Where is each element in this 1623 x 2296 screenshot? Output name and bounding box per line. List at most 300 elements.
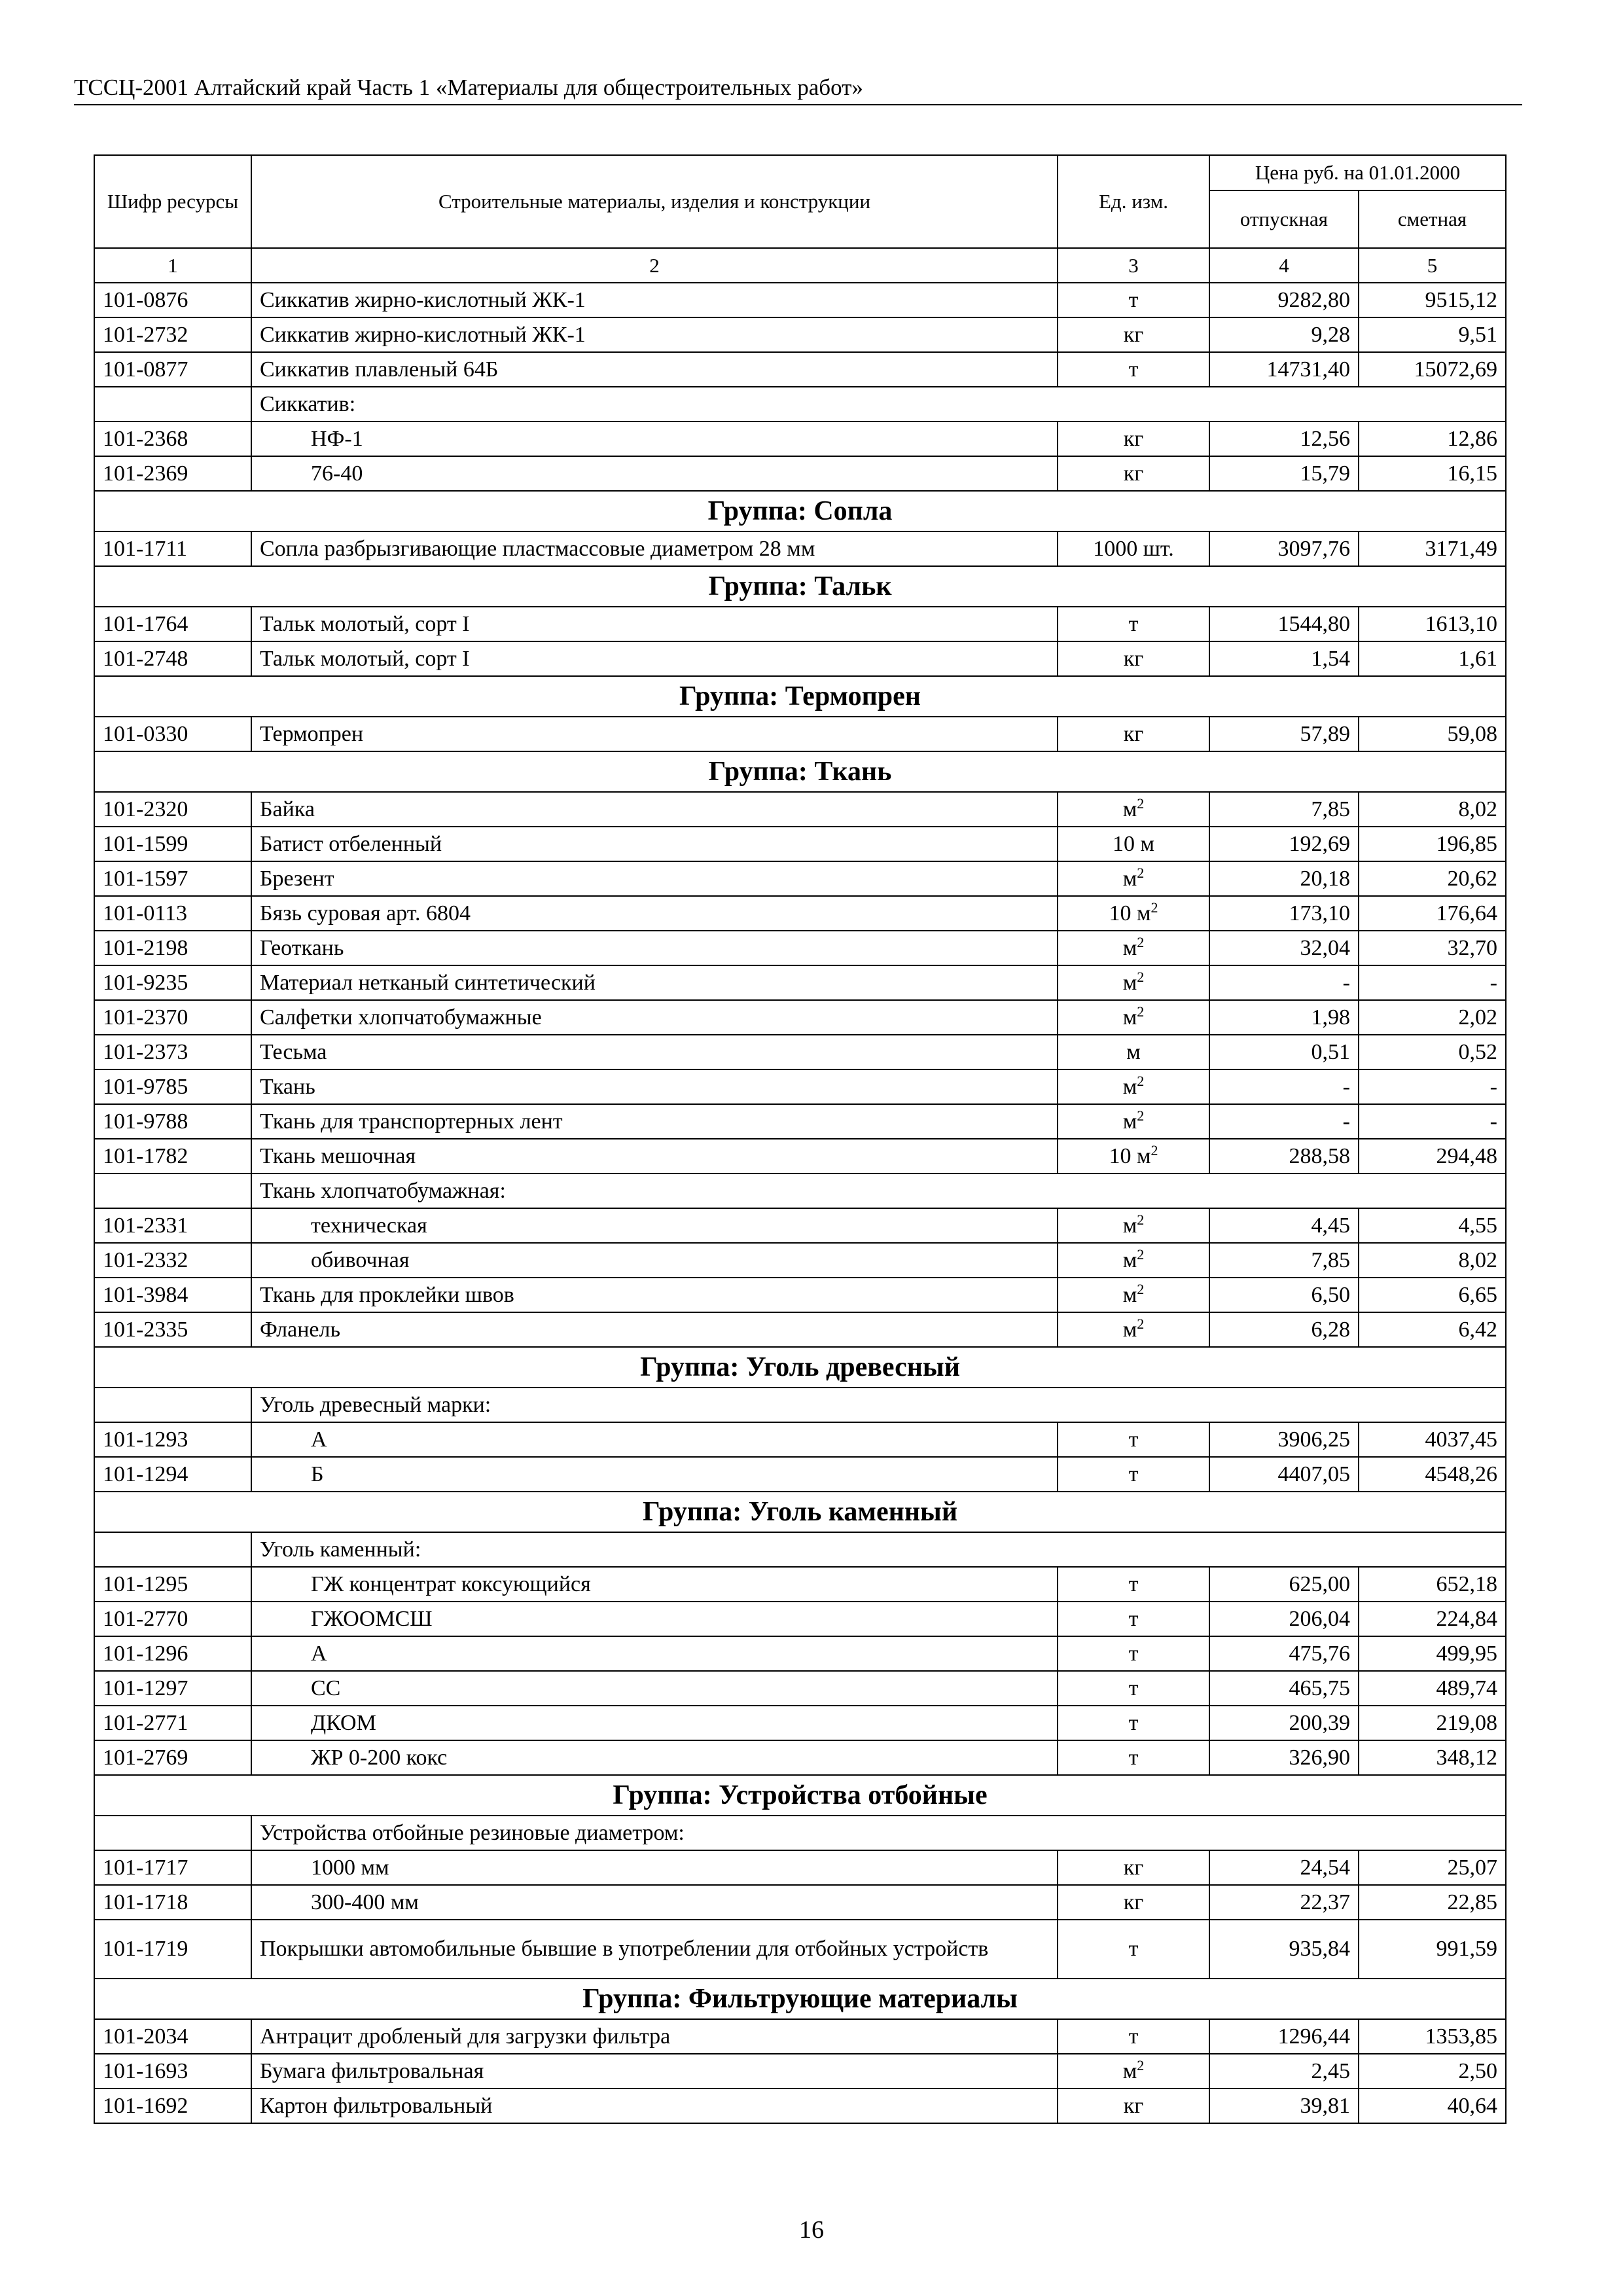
release-price: - (1209, 965, 1359, 1000)
estimate-price: 4548,26 (1359, 1457, 1506, 1492)
resource-code: 101-2332 (94, 1243, 251, 1278)
table-row (94, 931, 1506, 965)
unit-text: м (1122, 2058, 1137, 2083)
subheader-row (94, 1174, 1506, 1208)
material-name: Тальк молотый, сорт I (251, 607, 1058, 641)
material-name: Фланель (251, 1312, 1058, 1347)
release-price: 192,69 (1209, 827, 1359, 861)
unit-cell (1058, 607, 1209, 641)
unit-exponent: 2 (1137, 1107, 1145, 1124)
material-name: ГЖ концентрат коксующийся (251, 1567, 1058, 1602)
estimate-price: - (1359, 965, 1506, 1000)
release-price: 6,50 (1209, 1278, 1359, 1312)
unit-exponent: 2 (1150, 899, 1158, 916)
estimate-price: 224,84 (1359, 1602, 1506, 1636)
material-name: обивочная (251, 1243, 1058, 1278)
group-title: Группа: Ткань (94, 751, 1506, 792)
table-row (94, 641, 1506, 676)
material-name: техническая (251, 1208, 1058, 1243)
estimate-price: 4037,45 (1359, 1422, 1506, 1457)
subheader-row (94, 1532, 1506, 1567)
unit-text: т (1128, 1937, 1139, 1961)
release-price: 7,85 (1209, 1243, 1359, 1278)
unit-cell (1058, 792, 1209, 827)
table-row (94, 1636, 1506, 1671)
resource-code: 101-1293 (94, 1422, 251, 1457)
unit-text: 10 м (1109, 1143, 1151, 1168)
unit-cell (1058, 1457, 1209, 1492)
group-title: Группа: Уголь древесный (94, 1347, 1506, 1388)
unit-exponent: 2 (1137, 1280, 1145, 1297)
unit-text: м (1122, 1282, 1137, 1307)
estimate-price: 9,51 (1359, 317, 1506, 352)
unit-cell (1058, 352, 1209, 387)
col-unit-header: Ед. изм. (1058, 155, 1209, 248)
release-price: 2,45 (1209, 2054, 1359, 2089)
header-row (94, 155, 1506, 190)
release-price: - (1209, 1069, 1359, 1104)
unit-cell (1058, 283, 1209, 317)
material-name: Покрышки автомобильные бывшие в употреблении для отбойных устройств (251, 1920, 1058, 1979)
table-row (94, 1069, 1506, 1104)
resource-code: 101-0330 (94, 717, 251, 751)
unit-exponent: 2 (1137, 1003, 1145, 1020)
release-price: 4407,05 (1209, 1457, 1359, 1492)
material-name: СС (251, 1671, 1058, 1706)
unit-text: м (1122, 1005, 1137, 1030)
table-row (94, 1920, 1506, 1979)
estimate-price: 2,02 (1359, 1000, 1506, 1035)
material-name: А (251, 1636, 1058, 1671)
table-row (94, 1035, 1506, 1069)
subheader-text: Уголь древесный марки: (251, 1388, 1506, 1422)
resource-code: 101-1692 (94, 2089, 251, 2123)
unit-exponent: 2 (1137, 1315, 1145, 1332)
resource-code: 101-2034 (94, 2019, 251, 2054)
unit-cell (1058, 1920, 1209, 1979)
group-header-row (94, 566, 1506, 607)
estimate-price: 8,02 (1359, 1243, 1506, 1278)
group-header-row (94, 676, 1506, 717)
unit-cell (1058, 2089, 1209, 2123)
unit-text: 10 м (1109, 901, 1151, 925)
estimate-price: 9515,12 (1359, 283, 1506, 317)
unit-exponent: 2 (1137, 1211, 1145, 1228)
unit-text: м (1122, 1074, 1137, 1099)
resource-code: 101-2368 (94, 422, 251, 456)
table-body (94, 155, 1506, 2123)
estimate-price: 40,64 (1359, 2089, 1506, 2123)
unit-cell (1058, 1139, 1209, 1174)
subheader-text: Уголь каменный: (251, 1532, 1506, 1567)
estimate-price: 6,65 (1359, 1278, 1506, 1312)
table-row (94, 317, 1506, 352)
unit-exponent: 2 (1137, 2056, 1145, 2073)
table-row (94, 2054, 1506, 2089)
unit-text: т (1128, 357, 1139, 382)
unit-text: м (1122, 1109, 1137, 1134)
unit-cell (1058, 1671, 1209, 1706)
resource-code: 101-1294 (94, 1457, 251, 1492)
table-row (94, 1706, 1506, 1740)
col-price-header: Цена руб. на 01.01.2000 (1209, 155, 1506, 190)
unit-cell (1058, 1850, 1209, 1885)
resource-code: 101-2369 (94, 456, 251, 491)
resource-code: 101-1693 (94, 2054, 251, 2089)
unit-cell (1058, 422, 1209, 456)
subheader-row (94, 1816, 1506, 1850)
material-name: Ткань для транспортерных лент (251, 1104, 1058, 1139)
release-price: 0,51 (1209, 1035, 1359, 1069)
unit-cell (1058, 1636, 1209, 1671)
unit-text: кг (1123, 646, 1144, 671)
unit-text: кг (1123, 461, 1144, 486)
unit-text: кг (1123, 721, 1144, 746)
table-row (94, 456, 1506, 491)
resource-code: 101-9788 (94, 1104, 251, 1139)
empty-code-cell (94, 1388, 251, 1422)
unit-exponent: 2 (1137, 933, 1145, 950)
resource-code: 101-1711 (94, 531, 251, 566)
release-price: 9282,80 (1209, 283, 1359, 317)
material-name: ГЖООМСШ (251, 1602, 1058, 1636)
col-number-3: 3 (1058, 248, 1209, 283)
unit-text: т (1128, 1462, 1139, 1486)
release-price: 9,28 (1209, 317, 1359, 352)
estimate-price: 196,85 (1359, 827, 1506, 861)
table-row (94, 422, 1506, 456)
table-row (94, 283, 1506, 317)
empty-code-cell (94, 1174, 251, 1208)
table-row (94, 2019, 1506, 2054)
material-name: 76-40 (251, 456, 1058, 491)
release-price: 288,58 (1209, 1139, 1359, 1174)
estimate-price: 348,12 (1359, 1740, 1506, 1775)
release-price: 200,39 (1209, 1706, 1359, 1740)
unit-cell (1058, 827, 1209, 861)
material-name: Тесьма (251, 1035, 1058, 1069)
release-price: 1296,44 (1209, 2019, 1359, 2054)
unit-text: т (1128, 611, 1139, 636)
page-header: ТССЦ-2001 Алтайский край Часть 1 «Материалы для общестроительных работ» (74, 73, 1522, 105)
release-price: 7,85 (1209, 792, 1359, 827)
resource-code: 101-2769 (94, 1740, 251, 1775)
table-row (94, 1208, 1506, 1243)
unit-cell (1058, 1035, 1209, 1069)
col-release-header: отпускная (1209, 190, 1359, 248)
unit-cell (1058, 896, 1209, 931)
unit-text: 1000 шт. (1093, 536, 1174, 561)
material-name: А (251, 1422, 1058, 1457)
material-name: Байка (251, 792, 1058, 827)
empty-code-cell (94, 1816, 251, 1850)
resource-code: 101-1297 (94, 1671, 251, 1706)
material-name: Сопла разбрызгивающие пластмассовые диаметром 28 мм (251, 531, 1058, 566)
material-name: Сиккатив жирно-кислотный ЖК-1 (251, 283, 1058, 317)
unit-cell (1058, 641, 1209, 676)
resource-code: 101-1597 (94, 861, 251, 896)
release-price: 173,10 (1209, 896, 1359, 931)
group-title: Группа: Сопла (94, 491, 1506, 531)
release-price: 39,81 (1209, 2089, 1359, 2123)
estimate-price: 6,42 (1359, 1312, 1506, 1347)
col-number-4: 4 (1209, 248, 1359, 283)
unit-text: м (1122, 797, 1137, 821)
group-title: Группа: Уголь каменный (94, 1492, 1506, 1532)
unit-text: м (1122, 1213, 1137, 1238)
unit-cell (1058, 1567, 1209, 1602)
subheader-text: Устройства отбойные резиновые диаметром: (251, 1816, 1506, 1850)
release-price: 206,04 (1209, 1602, 1359, 1636)
material-name: Ткань для проклейки швов (251, 1278, 1058, 1312)
estimate-price: 294,48 (1359, 1139, 1506, 1174)
unit-text: м (1122, 935, 1137, 960)
resource-code: 101-1599 (94, 827, 251, 861)
material-name: Б (251, 1457, 1058, 1492)
release-price: 475,76 (1209, 1636, 1359, 1671)
table-row (94, 827, 1506, 861)
table-row (94, 2089, 1506, 2123)
resource-code: 101-2331 (94, 1208, 251, 1243)
resource-code: 101-1717 (94, 1850, 251, 1885)
release-price: 3097,76 (1209, 531, 1359, 566)
unit-text: т (1128, 1710, 1139, 1735)
table-row (94, 1243, 1506, 1278)
resource-code: 101-2770 (94, 1602, 251, 1636)
material-name: ЖР 0-200 кокс (251, 1740, 1058, 1775)
resource-code: 101-1782 (94, 1139, 251, 1174)
group-header-row (94, 1979, 1506, 2019)
resource-code: 101-0877 (94, 352, 251, 387)
unit-text: кг (1123, 1855, 1144, 1880)
unit-cell (1058, 1278, 1209, 1312)
unit-cell (1058, 1740, 1209, 1775)
table-row (94, 1885, 1506, 1920)
unit-cell (1058, 1706, 1209, 1740)
unit-exponent: 2 (1137, 1246, 1145, 1263)
unit-cell (1058, 861, 1209, 896)
unit-cell (1058, 717, 1209, 751)
unit-cell (1058, 1312, 1209, 1347)
unit-cell (1058, 1104, 1209, 1139)
release-price: 625,00 (1209, 1567, 1359, 1602)
release-price: 22,37 (1209, 1885, 1359, 1920)
table-row (94, 1602, 1506, 1636)
material-name: Термопрен (251, 717, 1058, 751)
estimate-price: 4,55 (1359, 1208, 1506, 1243)
unit-text: т (1128, 287, 1139, 312)
unit-text: т (1128, 1427, 1139, 1452)
table-row (94, 352, 1506, 387)
col-estimate-header: сметная (1359, 190, 1506, 248)
table-row (94, 1312, 1506, 1347)
estimate-price: 489,74 (1359, 1671, 1506, 1706)
release-price: 1,54 (1209, 641, 1359, 676)
unit-text: м (1126, 1039, 1141, 1064)
resource-code: 101-0113 (94, 896, 251, 931)
material-name: Бязь суровая арт. 6804 (251, 896, 1058, 931)
unit-text: кг (1123, 1890, 1144, 1914)
table-row (94, 1139, 1506, 1174)
unit-cell (1058, 2054, 1209, 2089)
table-row (94, 607, 1506, 641)
estimate-price: 16,15 (1359, 456, 1506, 491)
estimate-price: 991,59 (1359, 1920, 1506, 1979)
resource-code: 101-1764 (94, 607, 251, 641)
estimate-price: - (1359, 1104, 1506, 1139)
material-name: Картон фильтровальный (251, 2089, 1058, 2123)
estimate-price: 32,70 (1359, 931, 1506, 965)
material-name: Бумага фильтровальная (251, 2054, 1058, 2089)
resource-code: 101-2748 (94, 641, 251, 676)
group-header-row (94, 1347, 1506, 1388)
estimate-price: 0,52 (1359, 1035, 1506, 1069)
group-title: Группа: Тальк (94, 566, 1506, 607)
material-name: Сиккатив плавленый 64Б (251, 352, 1058, 387)
estimate-price: 1,61 (1359, 641, 1506, 676)
resource-code: 101-2732 (94, 317, 251, 352)
unit-cell (1058, 531, 1209, 566)
resource-code: 101-1718 (94, 1885, 251, 1920)
release-price: 6,28 (1209, 1312, 1359, 1347)
estimate-price: 15072,69 (1359, 352, 1506, 387)
resource-code: 101-2198 (94, 931, 251, 965)
estimate-price: 20,62 (1359, 861, 1506, 896)
unit-text: м (1122, 866, 1137, 891)
group-header-row (94, 491, 1506, 531)
group-title: Группа: Устройства отбойные (94, 1775, 1506, 1816)
unit-cell (1058, 1602, 1209, 1636)
subheader-text: Сиккатив: (251, 387, 1506, 422)
estimate-price: 8,02 (1359, 792, 1506, 827)
group-title: Группа: Термопрен (94, 676, 1506, 717)
unit-cell (1058, 1069, 1209, 1104)
unit-exponent: 2 (1150, 1141, 1158, 1158)
estimate-price: 22,85 (1359, 1885, 1506, 1920)
col-number-5: 5 (1359, 248, 1506, 283)
subheader-row (94, 387, 1506, 422)
table-row (94, 1850, 1506, 1885)
unit-cell (1058, 1243, 1209, 1278)
release-price: 14731,40 (1209, 352, 1359, 387)
table-row (94, 1740, 1506, 1775)
group-title: Группа: Фильтрующие материалы (94, 1979, 1506, 2019)
col-code-header: Шифр ресурсы (94, 155, 251, 248)
material-name: Ткань мешочная (251, 1139, 1058, 1174)
table-row (94, 717, 1506, 751)
table-row (94, 1000, 1506, 1035)
resource-code: 101-2335 (94, 1312, 251, 1347)
material-name: 1000 мм (251, 1850, 1058, 1885)
table-row (94, 965, 1506, 1000)
estimate-price: - (1359, 1069, 1506, 1104)
unit-text: м (1122, 970, 1137, 995)
table-row (94, 1671, 1506, 1706)
material-name: Тальк молотый, сорт I (251, 641, 1058, 676)
col-number-1: 1 (94, 248, 251, 283)
estimate-price: 2,50 (1359, 2054, 1506, 2089)
unit-cell (1058, 317, 1209, 352)
material-name: ДКОМ (251, 1706, 1058, 1740)
release-price: 326,90 (1209, 1740, 1359, 1775)
release-price: 24,54 (1209, 1850, 1359, 1885)
group-header-row (94, 1775, 1506, 1816)
subheader-text: Ткань хлопчатобумажная: (251, 1174, 1506, 1208)
table-row (94, 531, 1506, 566)
col-name-header: Строительные материалы, изделия и конструкции (251, 155, 1058, 248)
resource-code: 101-3984 (94, 1278, 251, 1312)
material-name: Материал нетканый синтетический (251, 965, 1058, 1000)
release-price: 57,89 (1209, 717, 1359, 751)
unit-cell (1058, 1000, 1209, 1035)
release-price: 1544,80 (1209, 607, 1359, 641)
material-name: Ткань (251, 1069, 1058, 1104)
material-name: Салфетки хлопчатобумажные (251, 1000, 1058, 1035)
column-numbers-row (94, 248, 1506, 283)
unit-text: 10 м (1112, 831, 1154, 856)
table-row (94, 1104, 1506, 1139)
material-name: Геоткань (251, 931, 1058, 965)
unit-text: т (1128, 1641, 1139, 1666)
release-price: 1,98 (1209, 1000, 1359, 1035)
resource-code: 101-0876 (94, 283, 251, 317)
material-name: Батист отбеленный (251, 827, 1058, 861)
resource-code: 101-1296 (94, 1636, 251, 1671)
subheader-row (94, 1388, 1506, 1422)
resource-code: 101-2771 (94, 1706, 251, 1740)
unit-text: т (1128, 1676, 1139, 1700)
resource-code: 101-9785 (94, 1069, 251, 1104)
estimate-price: 3171,49 (1359, 531, 1506, 566)
material-name: Сиккатив жирно-кислотный ЖК-1 (251, 317, 1058, 352)
material-name: Брезент (251, 861, 1058, 896)
unit-text: т (1128, 1571, 1139, 1596)
unit-cell (1058, 1208, 1209, 1243)
empty-code-cell (94, 1532, 251, 1567)
unit-text: кг (1123, 426, 1144, 451)
group-header-row (94, 1492, 1506, 1532)
table-row (94, 861, 1506, 896)
resource-code: 101-2373 (94, 1035, 251, 1069)
release-price: 20,18 (1209, 861, 1359, 896)
unit-exponent: 2 (1137, 795, 1145, 812)
resource-code: 101-9235 (94, 965, 251, 1000)
unit-cell (1058, 2019, 1209, 2054)
unit-exponent: 2 (1137, 968, 1145, 985)
release-price: 12,56 (1209, 422, 1359, 456)
unit-text: кг (1123, 2093, 1144, 2118)
estimate-price: 219,08 (1359, 1706, 1506, 1740)
estimate-price: 176,64 (1359, 896, 1506, 931)
unit-text: т (1128, 2024, 1139, 2049)
col-number-2: 2 (251, 248, 1058, 283)
table-row (94, 1278, 1506, 1312)
table-row (94, 896, 1506, 931)
group-header-row (94, 751, 1506, 792)
release-price: - (1209, 1104, 1359, 1139)
unit-exponent: 2 (1137, 864, 1145, 881)
unit-cell (1058, 456, 1209, 491)
material-name: Антрацит дробленый для загрузки фильтра (251, 2019, 1058, 2054)
table-row (94, 1422, 1506, 1457)
material-name: НФ-1 (251, 422, 1058, 456)
estimate-price: 25,07 (1359, 1850, 1506, 1885)
unit-cell (1058, 931, 1209, 965)
page-number: 16 (799, 2216, 824, 2244)
material-name: 300-400 мм (251, 1885, 1058, 1920)
resource-code: 101-1295 (94, 1567, 251, 1602)
table-row (94, 792, 1506, 827)
